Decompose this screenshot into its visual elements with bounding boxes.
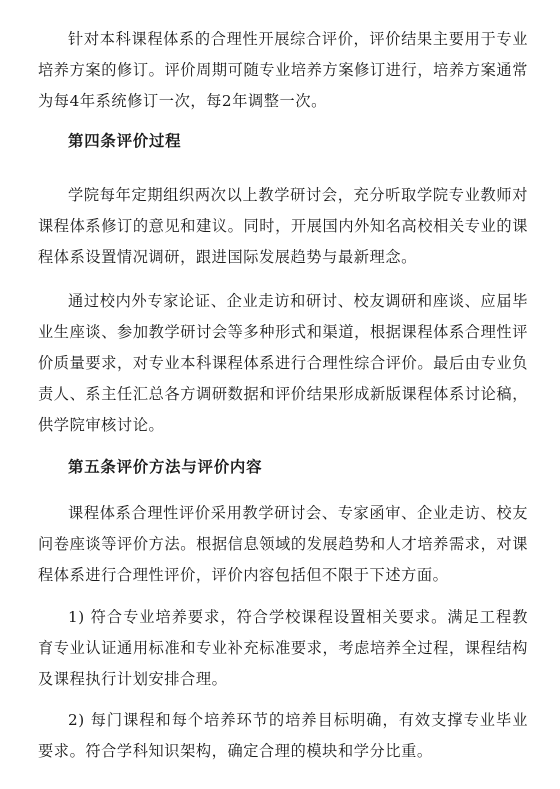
paragraph-seminar: 学院每年定期组织两次以上教学研讨会，充分听取学院专业教师对课程体系修订的意见和建议。同时，开展国内外知名高校相关专业的课程体系设置情况调研，跟进国际发展趋势与最新理念。 xyxy=(38,186,528,266)
paragraph-evaluation-scope: 针对本科课程体系的合理性开展综合评价，评价结果主要用于专业培养方案的修订。评价周期可随专业培养方案修订进行，培养方案通常为每4年系统修订一次，每2年调整一次。 xyxy=(38,30,528,110)
list-item-1: 1) 符合专业培养要求，符合学校课程设置相关要求。满足工程教育专业认证通用标准和专业补充标准要求，考虑培养全过程，课程结构及课程执行计划安排合理。 xyxy=(38,608,528,688)
paragraph-evaluation-methods: 课程体系合理性评价采用教学研讨会、专家函审、企业走访、校友问卷座谈等评价方法。根据信息领域的发展趋势和人才培养需求，对课程体系进行合理性评价，评价内容包括但不限于下述方面。 xyxy=(38,504,528,584)
heading-article-4: 第四条评价过程 xyxy=(68,132,182,150)
heading-article-5: 第五条评价方法与评价内容 xyxy=(68,458,263,476)
paragraph-evaluation-channels: 通过校内外专家论证、企业走访和研讨、校友调研和座谈、应届毕业生座谈、参加教学研讨会等多种形式和渠道，根据课程体系合理性评价质量要求，对专业本科课程体系进行合理性综合评价。最后由专业负责人、系主任汇总各方调研数据和评价结果形成新版课程体系讨论稿，供学院审核讨论。 xyxy=(38,292,528,434)
list-item-2: 2) 每门课程和每个培养环节的培养目标明确，有效支撑专业毕业要求。符合学科知识架构，确定合理的模块和学分比重。 xyxy=(38,711,528,760)
